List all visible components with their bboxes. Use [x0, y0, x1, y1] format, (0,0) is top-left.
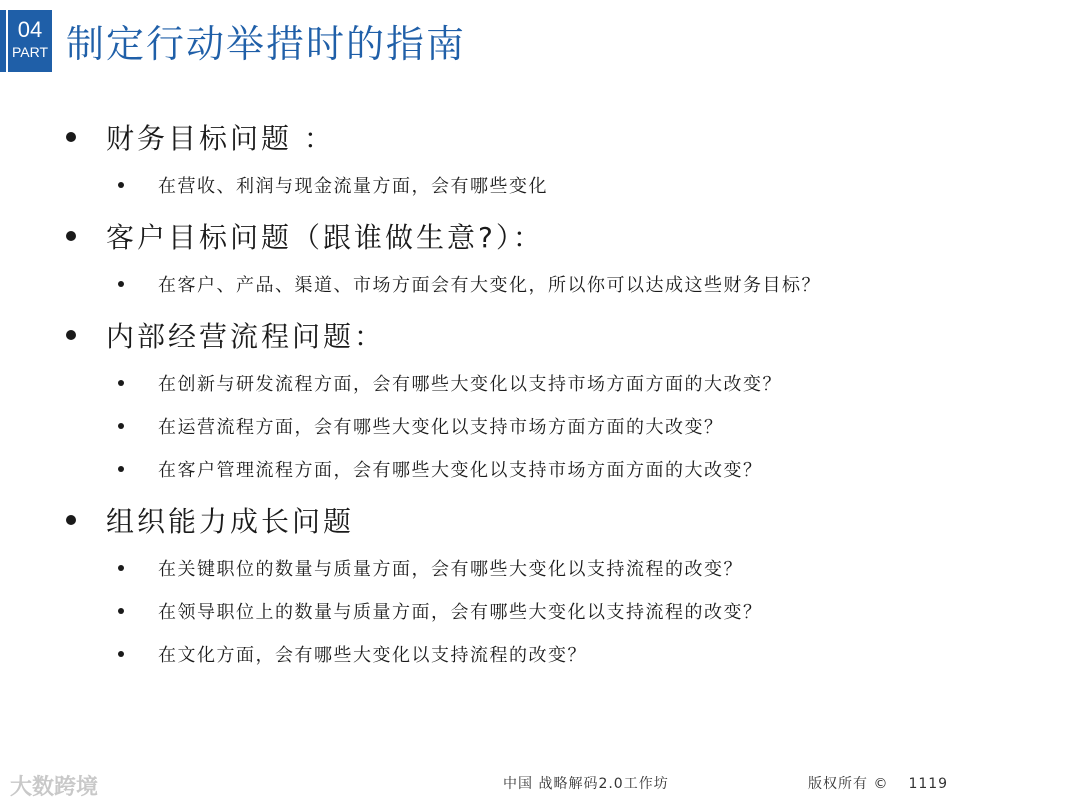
section-org-capability — [66, 498, 1026, 675]
bullet-icon — [118, 423, 124, 429]
bullet-icon — [118, 565, 124, 571]
section-heading: 内部经营流程问题： — [106, 320, 386, 353]
part-number: 04 — [17, 17, 43, 42]
list-item: 在营收、利润与现金流量方面，会有哪些变化 — [66, 163, 1026, 206]
copyright-text: 版权所有 © — [808, 776, 889, 792]
section-financial — [66, 115, 1026, 206]
part-label: PART — [11, 44, 49, 60]
bullet-icon — [66, 330, 76, 340]
list-item: 在运营流程方面，会有哪些大变化以支持市场方面方面的大改变？ — [66, 404, 1026, 447]
list-item: 在领导职位上的数量与质量方面，会有哪些大变化以支持流程的改变？ — [66, 589, 1026, 632]
bullet-icon — [66, 515, 76, 525]
bullet-icon — [118, 651, 124, 657]
list-item: 在客户管理流程方面，会有哪些大变化以支持市场方面方面的大改变？ — [66, 447, 1026, 490]
footer-workshop: 中国 战略解码2.0工作坊 — [503, 776, 669, 792]
page-title: 制定行动举措时的指南 — [66, 22, 467, 66]
section-heading: 客户目标问题（跟谁做生意?）： — [106, 221, 544, 254]
bullet-icon — [118, 380, 124, 386]
left-accent-stripe — [0, 10, 6, 72]
bullet-icon — [118, 182, 124, 188]
part-badge — [8, 10, 52, 72]
section-internal-process — [66, 313, 1026, 490]
section-heading: 财务目标问题 ： — [106, 122, 335, 155]
bullet-icon — [66, 231, 76, 241]
section-customer — [66, 214, 1026, 305]
bullet-icon — [118, 466, 124, 472]
bullet-icon — [66, 132, 76, 142]
list-item: 在关键职位的数量与质量方面，会有哪些大变化以支持流程的改变？ — [66, 546, 1026, 589]
content-body — [66, 115, 1026, 683]
page-number: 1119 — [908, 776, 949, 792]
bullet-icon — [118, 608, 124, 614]
list-item: 在创新与研发流程方面，会有哪些大变化以支持市场方面方面的大改变？ — [66, 361, 1026, 404]
footer-copyright-block — [808, 773, 948, 793]
bullet-icon — [118, 281, 124, 287]
list-item: 在文化方面，会有哪些大变化以支持流程的改变？ — [66, 632, 1026, 675]
list-item: 在客户、产品、渠道、市场方面会有大变化，所以你可以达成这些财务目标？ — [66, 262, 1026, 305]
section-heading: 组织能力成长问题 — [106, 505, 355, 538]
watermark-logo: 大数跨境 — [10, 775, 99, 800]
